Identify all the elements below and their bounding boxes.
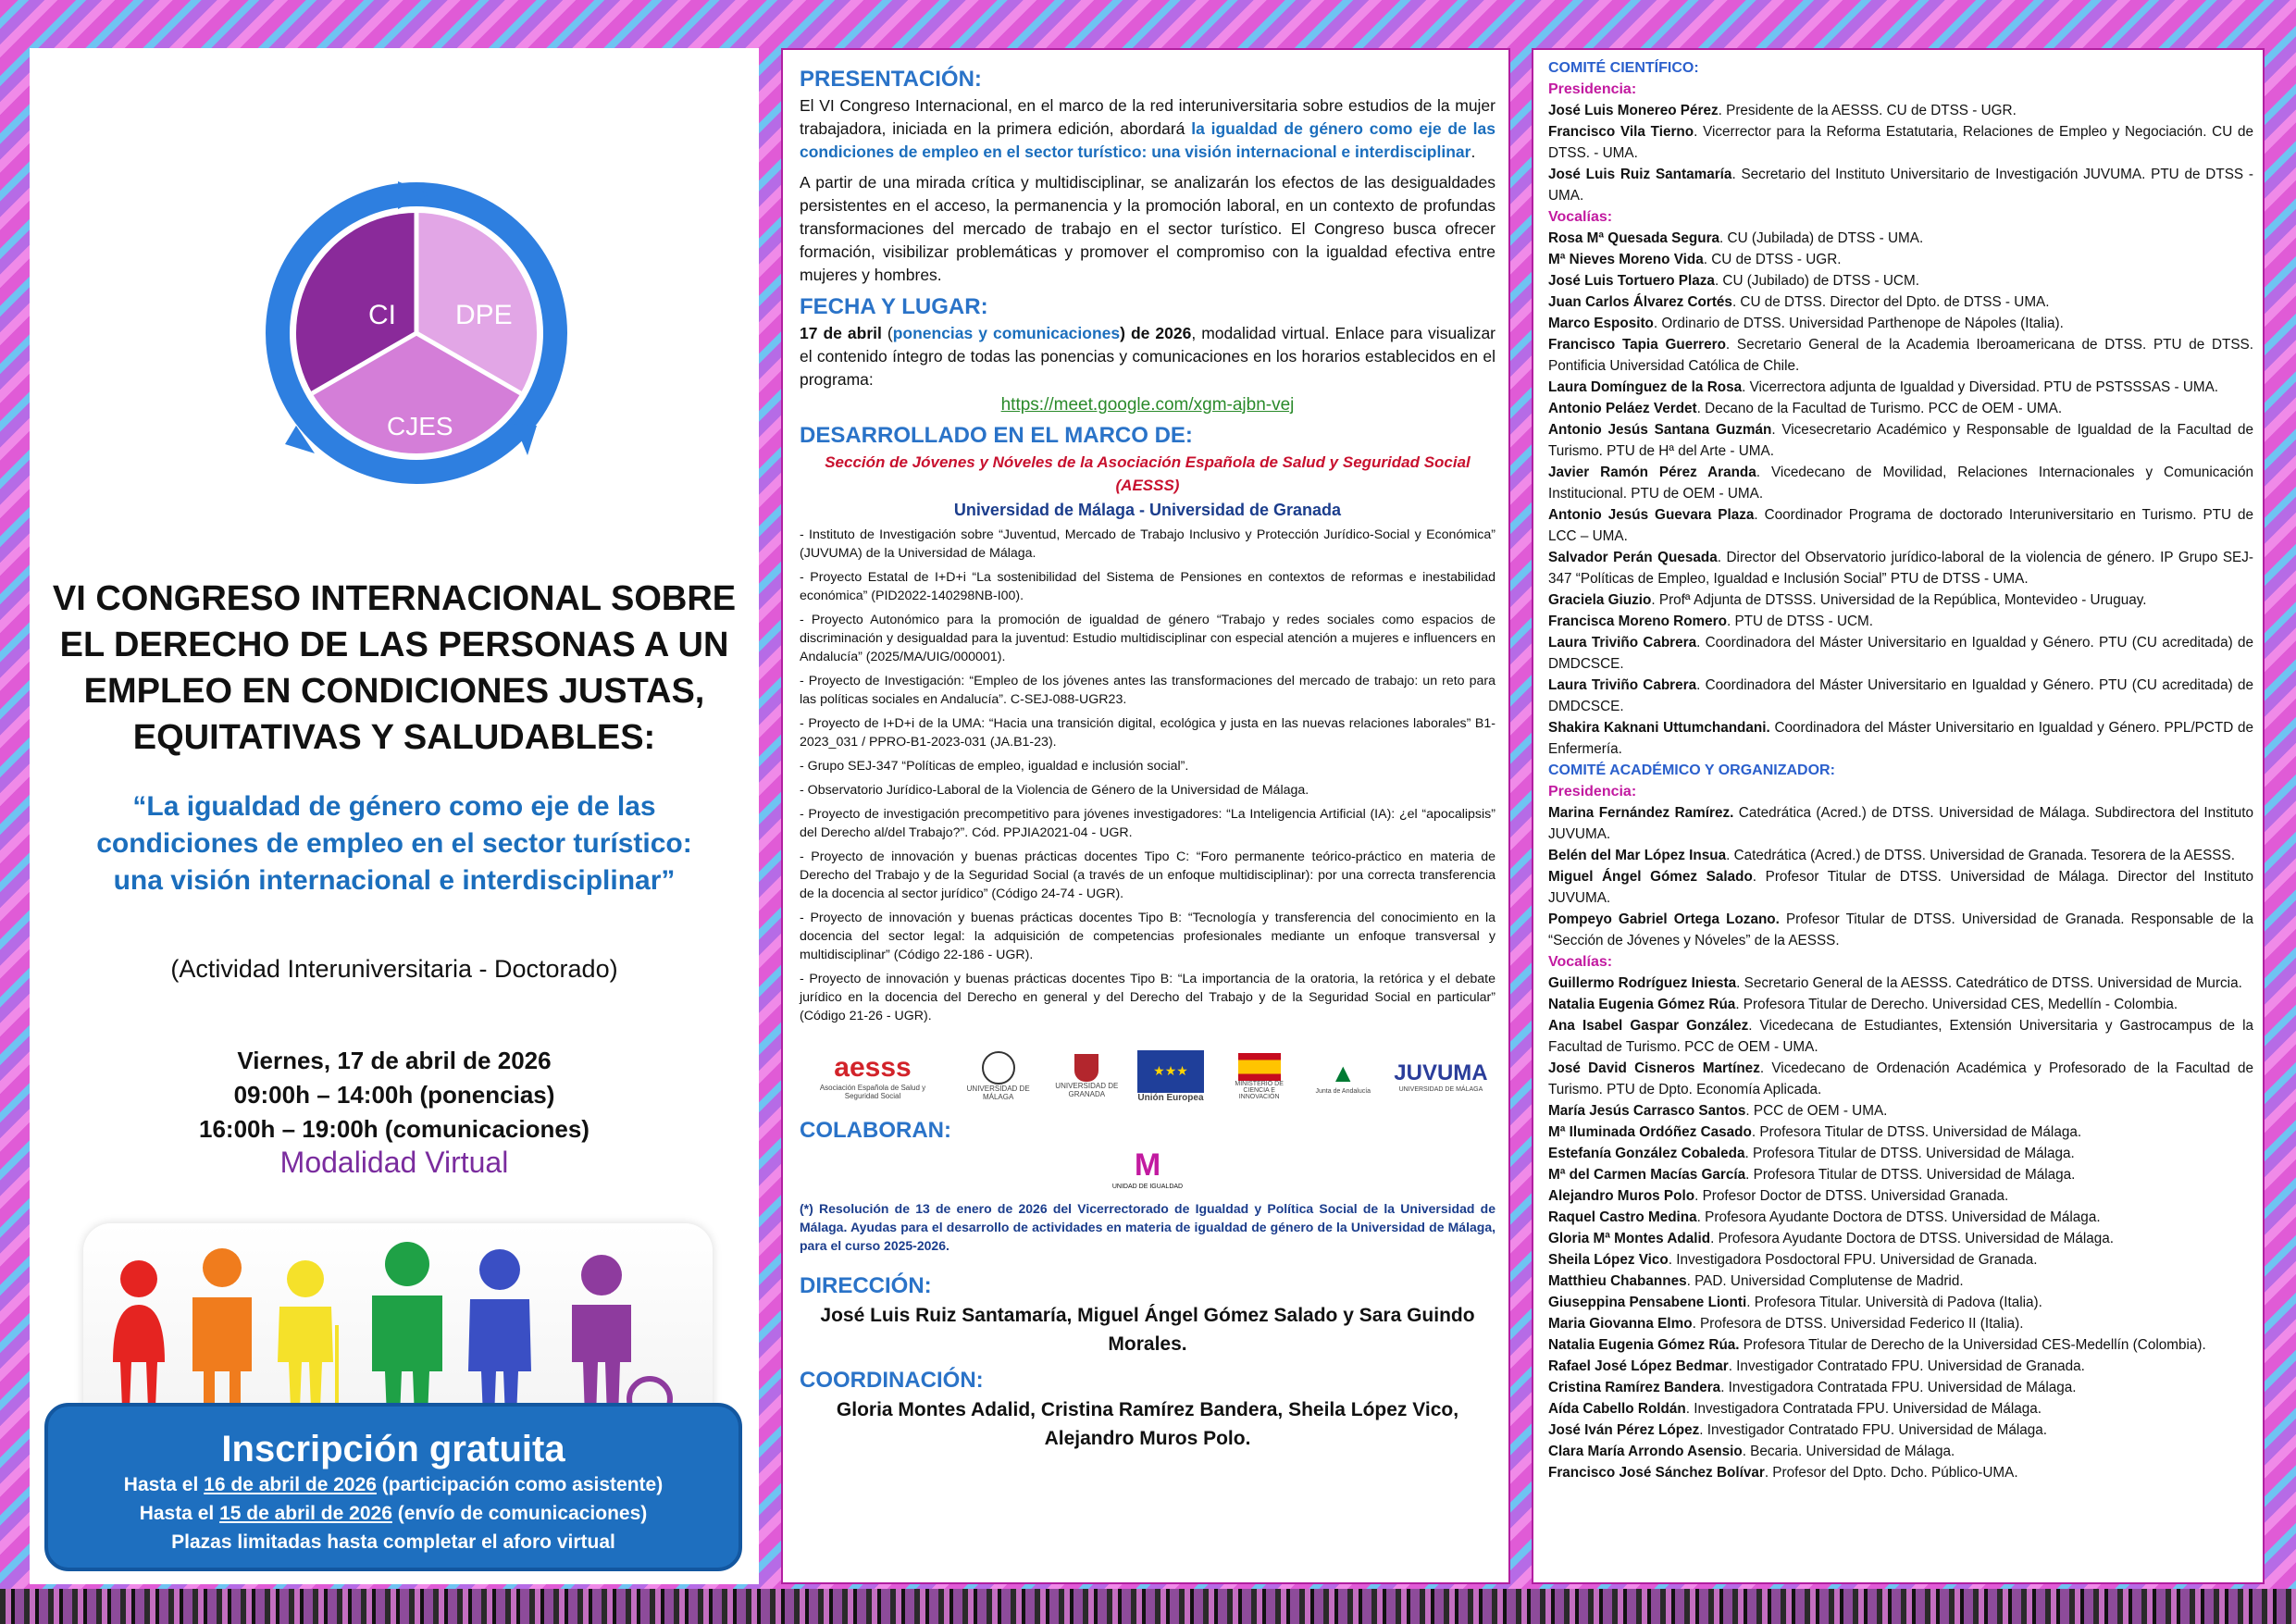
member-entry	[1548, 845, 2253, 866]
aesss-logo: aesss Asociación Española de Salud y Seguridad Social	[819, 1052, 926, 1100]
member-role: . CU de DTSS. Director del Dpto. de DTSS - UMA.	[1731, 294, 2050, 310]
member-name: Juan Carlos Álvarez Cortés	[1548, 294, 1732, 310]
member-name: Javier Ramón Pérez Aranda	[1548, 465, 1756, 480]
project-item: - Instituto de Investigación sobre “Juventud, Mercado de Trabajo Inclusivo y Protección Jurídico-Social y Económica” (JUVUMA) de la Universidad de Málaga.	[800, 527, 1496, 561]
member-role: . PCC de OEM - UMA.	[1745, 1103, 1888, 1119]
member-entry	[1548, 909, 2253, 951]
member-role: . Investigador Contratado FPU. Universidad de Málaga.	[1699, 1422, 2048, 1438]
member-entry	[1548, 164, 2253, 206]
member-role: . Ordinario de DTSS. Universidad Parthenope de Nápoles (Italia).	[1653, 316, 2064, 331]
subtitle-line: condiciones de empleo en el sector turístico:	[96, 828, 692, 859]
person-icon	[372, 1242, 442, 1418]
member-entry	[1548, 1462, 2253, 1483]
member-role: . Vicedecano de Movilidad, Relaciones Internacionales y Comunicación Institucional. PTU de OEM - UMA.	[1548, 465, 2253, 502]
member-role: . Secretario del Instituto Universitario de Investigación JUVUMA. PTU de DTSS - UMA.	[1548, 167, 2253, 204]
uma-logo: UNIVERSIDAD DE MÁLAGA	[957, 1048, 1040, 1104]
left-panel	[30, 48, 759, 1584]
member-name: José Luis Ruiz Santamaría	[1548, 167, 1732, 182]
heading-academic-committee: COMITÉ ACADÉMICO Y ORGANIZADOR:	[1548, 762, 1835, 778]
member-entry	[1548, 973, 2253, 994]
member-name: Pompeyo Gabriel Ortega Lozano.	[1548, 911, 1780, 927]
member-role: . Becaria. Universidad de Málaga.	[1742, 1444, 1955, 1459]
member-name: Salvador Perán Quesada	[1548, 550, 1718, 565]
member-role: . PAD. Universidad Complutense de Madrid.	[1686, 1273, 1964, 1289]
member-role: . PTU de DTSS - UCM.	[1726, 614, 1874, 629]
member-role: . Coordinadora del Máster Universitario en Igualdad y Género. PTU (CU acreditada) de DMDCSCE.	[1548, 677, 2253, 714]
member-entry	[1548, 270, 2253, 291]
project-item: - Proyecto de Investigación: “Empleo de los jóvenes antes las transformaciones del mercado de trabajo: un reto para las políticas sociales en Andalucía”. C-SEJ-088-UGR23.	[800, 674, 1496, 707]
date-place-text: 17 de abril (ponencias y comunicaciones) de 2026, modalidad virtual. Enlace para visualizar el contenido íntegro de todas las ponencias y comunicaciones en los horarios establecidos en el programa:	[800, 324, 1496, 389]
member-role: Catedrática (Acred.) de DTSS. Universidad de Málaga. Subdirectora del Instituto JUVUMA.	[1548, 805, 2253, 842]
member-entry	[1548, 1313, 2253, 1334]
deadline-date: 15 de abril de 2026	[219, 1503, 392, 1524]
heading-fecha: FECHA Y LUGAR:	[800, 294, 988, 319]
member-entry	[1548, 504, 2253, 547]
directors: José Luis Ruiz Santamaría, Miguel Ángel Gómez Salado y Sara Guindo Morales.	[820, 1305, 1475, 1355]
universities: Universidad de Málaga - Universidad de Granada	[953, 501, 1342, 519]
project-item: - Proyecto de I+D+i de la UMA: “Hacia una transición digital, ecológica y justa en las nuevas relaciones laborales” B1-2023_031 / PPRO-B1-2023-031 (JA.B1-23).	[800, 716, 1496, 750]
member-entry	[1548, 547, 2253, 589]
cycle-diagram	[259, 176, 574, 490]
member-role: . Coordinadora del Máster Universitario en Igualdad y Género. PTU (CU acreditada) de DMDCSCE.	[1548, 635, 2253, 672]
member-name: Estefanía González Cobaleda	[1548, 1146, 1745, 1161]
member-entry	[1548, 398, 2253, 419]
member-entry	[1548, 121, 2253, 164]
member-name: Maria Giovanna Elmo	[1548, 1316, 1693, 1332]
meet-link[interactable]: https://meet.google.com/xgm-ajbn-vej	[1000, 395, 1295, 415]
person-icon	[468, 1249, 531, 1418]
event-date: Viernes, 17 de abril de 2026	[237, 1047, 552, 1074]
member-entry	[1548, 1398, 2253, 1419]
person-icon	[113, 1260, 165, 1408]
registration-box	[44, 1403, 742, 1571]
scientific-members-list	[1548, 228, 2253, 760]
member-name: Miguel Ángel Gómez Salado	[1548, 869, 1753, 885]
project-item: - Proyecto Estatal de I+D+i “La sostenibilidad del Sistema de Pensiones en contextos de reformas e inestabilidad económica” (PID2022-140298NB-I00).	[800, 570, 1496, 603]
member-role: . Profesora Titular de DTSS. Universidad de Málaga.	[1751, 1124, 2082, 1140]
member-name: Natalia Eugenia Gómez Rúa	[1548, 997, 1736, 1012]
project-list	[800, 526, 1496, 1025]
member-name: Rosa Mª Quesada Segura	[1548, 230, 1720, 246]
middle-panel	[781, 48, 1510, 1584]
project-item: - Proyecto de investigación precompetitivo para jóvenes investigadores: “La Inteligencia Artificial (IA): ¿el “apocalipsis” del Derecho al/del Trabajo?”. Cód. PPJIA2021-04 - UGR.	[800, 807, 1496, 840]
member-role: . CU (Jubilada) de DTSS - UMA.	[1719, 230, 1924, 246]
subheading-presidency: Presidencia:	[1548, 784, 1637, 800]
project-item: - Proyecto Autonómico para la promoción de igualdad de género “Trabajo y redes sociales como espacios de discriminación y desigualdad para la juventud: Estudio multidisciplinar con especial atención a mujeres e influencers en Andalucía” (2025/MA/UIG/000001).	[800, 613, 1496, 664]
member-entry	[1548, 1122, 2253, 1143]
member-role: . CU de DTSS - UGR.	[1703, 252, 1842, 267]
member-role: . Director del Observatorio jurídico-laboral de la violencia de género. IP Grupo SEJ-347 “Políticas de Empleo, Igualdad e Inclusión Social” PTU de DTSS - UMA.	[1548, 550, 2253, 587]
member-role: . Secretario General de la AESSS. Catedrático de DTSS. Universidad de Murcia.	[1736, 975, 2242, 991]
ministry-logo: MINISTERIO DE CIENCIA E INNOVACIÓN	[1222, 1048, 1297, 1104]
eu-logo: ★★★ Unión Europea	[1134, 1048, 1208, 1104]
member-entry	[1548, 1015, 2253, 1058]
member-name: Laura Triviño Cabrera	[1548, 677, 1697, 693]
member-entry	[1548, 462, 2253, 504]
member-name: María Jesús Carrasco Santos	[1548, 1103, 1746, 1119]
member-role: . Profesora Titular de DTSS. Universidad de Málaga.	[1745, 1167, 2076, 1183]
member-entry	[1548, 589, 2253, 611]
capacity-note: Plazas limitadas hasta completar el aforo virtual	[171, 1531, 615, 1553]
member-name: Antonio Peláez Verdet	[1548, 401, 1697, 416]
member-name: Mª Iluminada Ordóñez Casado	[1548, 1124, 1752, 1140]
member-role: Coordinadora del Máster Universitario en Igualdad y Género. PPL/PCTD de Enfermería.	[1548, 720, 2253, 757]
cycle-label-cjes: CJES	[387, 412, 453, 440]
member-role: . Investigadora Contratada FPU. Universidad de Málaga.	[1720, 1380, 2077, 1395]
member-entry	[1548, 1058, 2253, 1100]
modality: Modalidad Virtual	[279, 1146, 509, 1179]
member-role: . Profesora Titular. Università di Padova (Italia).	[1746, 1295, 2042, 1310]
member-entry	[1548, 1292, 2253, 1313]
project-item: - Grupo SEJ-347 “Políticas de empleo, igualdad e inclusión social”.	[800, 759, 1189, 774]
member-name: José Iván Pérez López	[1548, 1422, 1700, 1438]
heading-coordinacion: COORDINACIÓN:	[800, 1368, 984, 1393]
equality-unit-logo: M UNIDAD DE IGUALDAD	[1111, 1147, 1184, 1190]
deadline-date: 16 de abril de 2026	[204, 1474, 377, 1495]
member-entry	[1548, 632, 2253, 675]
member-role: . Investigadora Contratada FPU. Universidad de Málaga.	[1685, 1401, 2042, 1417]
junta-logo: ▲ Junta de Andalucía	[1315, 1058, 1371, 1095]
member-entry	[1548, 1441, 2253, 1462]
member-entry	[1548, 377, 2253, 398]
member-role: . Coordinador Programa de doctorado Interuniversitario en Turismo. PTU de LCC – UMA.	[1548, 507, 2254, 544]
member-name: Antonio Jesús Santana Guzmán	[1548, 422, 1772, 438]
schedule	[30, 1044, 759, 1147]
member-entry	[1548, 1271, 2253, 1292]
person-icon	[278, 1260, 339, 1408]
member-role: . Profesora Ayudante Doctora de DTSS. Universidad de Málaga.	[1710, 1231, 2114, 1246]
right-panel	[1532, 48, 2265, 1584]
member-entry	[1548, 313, 2253, 334]
presentation-text-2: A partir de una mirada crítica y multidisciplinar, se analizarán los efectos de las desigualdades persistentes en el acceso, la permanencia y la promoción laboral, en un contexto de profundas transformaciones del mercado de trabajo en el sector turístico. El Congreso busca ofrecer formación, visibilizar problemáticas y promover el compromiso con la igualdad efectiva entre mujeres y hombres.	[800, 173, 1496, 284]
title-line: VI CONGRESO INTERNACIONAL SOBRE	[52, 579, 737, 618]
member-role: . Vicerrectora adjunta de Igualdad y Diversidad. PTU de PSTSSSAS - UMA.	[1742, 379, 2219, 395]
member-entry	[1548, 866, 2253, 909]
member-entry	[1548, 1185, 2253, 1207]
sponsor-logos	[803, 1044, 1492, 1109]
heading-direccion: DIRECCIÓN:	[800, 1273, 932, 1298]
cycle-label-ci: CI	[368, 300, 396, 330]
project-item: - Proyecto de innovación y buenas prácticas docentes Tipo B: “Tecnología y transferencia del conocimiento en la docencia del sector legal: la adquisición de competencias profesionales mediante un enfoque transversal y multidisciplinar” (Código 22-186 - UGR).	[800, 911, 1496, 962]
member-role: . Vicesecretario Académico y Responsable de Igualdad de la Facultad de Turismo. PTU de Hª del Arte - UMA.	[1548, 422, 2253, 459]
member-entry	[1548, 1334, 2253, 1356]
member-entry	[1548, 1419, 2253, 1441]
project-item: - Observatorio Jurídico-Laboral de la Violencia de Género de la Universidad de Málaga.	[800, 783, 1309, 798]
member-name: Gloria Mª Montes Adalid	[1548, 1231, 1711, 1246]
member-role: . Profª Adjunta de DTSSS. Universidad de la República, Montevideo - Uruguay.	[1651, 592, 2147, 608]
aesss-section: Sección de Jóvenes y Nóveles de la Asociación Española de Salud y Seguridad Social (AESSS)	[825, 453, 1471, 494]
member-role: . Vicedecano de Ordenación Académica y Profesorado de la Facultad de Turismo. PTU de Dpto. Economía Aplicada.	[1548, 1060, 2253, 1097]
member-name: Ana Isabel Gaspar González	[1548, 1018, 1749, 1034]
member-role: . Investigador Contratado FPU. Universidad de Granada.	[1728, 1358, 2085, 1374]
subtitle-line: una visión internacional e interdisciplinar”	[113, 865, 676, 896]
member-name: Clara María Arrondo Asensio	[1548, 1444, 1743, 1459]
registration-title: Inscripción gratuita	[221, 1429, 565, 1469]
member-role: . Profesora Titular de Derecho. Universidad CES, Medellín - Colombia.	[1735, 997, 2178, 1012]
member-entry	[1548, 291, 2253, 313]
subtitle-line: “La igualdad de género como eje de las	[132, 791, 656, 822]
member-name: Graciela Giuzio	[1548, 592, 1652, 608]
member-entry	[1548, 1228, 2253, 1249]
heading-presentacion: PRESENTACIÓN:	[800, 67, 982, 92]
project-item: - Proyecto de innovación y buenas prácticas docentes Tipo B: “La importancia de la oratoria, la retórica y el debate jurídico en la docencia del Derecho en general y del Derecho del Trabajo y de la Seguridad Social en particular” (Código 21-26 - UGR).	[800, 972, 1496, 1023]
time-comunicaciones: 16:00h – 19:00h (comunicaciones)	[199, 1115, 590, 1143]
member-role: . Catedrática (Acred.) de DTSS. Universidad de Granada. Tesorera de la AESSS.	[1726, 848, 2235, 863]
member-entry	[1548, 675, 2253, 717]
member-entry	[1548, 249, 2253, 270]
member-name: Belén del Mar López Insua	[1548, 848, 1727, 863]
heading-colaboran: COLABORAN:	[800, 1118, 951, 1143]
member-role: . Profesora Ayudante Doctora de DTSS. Universidad de Málaga.	[1696, 1209, 2101, 1225]
cycle-label-dpe: DPE	[455, 300, 513, 330]
member-name: Francisco Tapia Guerrero	[1548, 337, 1726, 353]
member-name: Sheila López Vico	[1548, 1252, 1669, 1268]
decorative-strip	[0, 1589, 2296, 1624]
deadline-attendee: Hasta el 16 de abril de 2026 (participación como asistente)	[123, 1474, 664, 1495]
heading-scientific-committee: COMITÉ CIENTÍFICO:	[1548, 60, 1699, 76]
member-entry	[1548, 717, 2253, 760]
member-name: Rafael José López Bedmar	[1548, 1358, 1729, 1374]
member-entry	[1548, 334, 2253, 377]
member-name: Cristina Ramírez Bandera	[1548, 1380, 1721, 1395]
subheading-presidency: Presidencia:	[1548, 81, 1637, 97]
member-name: Guillermo Rodríguez Iniesta	[1548, 975, 1737, 991]
member-role: . Profesor del Dpto. Dcho. Público-UMA.	[1764, 1465, 2018, 1481]
member-entry	[1548, 1207, 2253, 1228]
deadline-communications: Hasta el 15 de abril de 2026 (envío de comunicaciones)	[139, 1503, 648, 1524]
member-name: Alejandro Muros Polo	[1548, 1188, 1695, 1204]
member-name: Antonio Jesús Guevara Plaza	[1548, 507, 1755, 523]
congress-subtitle	[30, 788, 759, 899]
title-line: EMPLEO EN CONDICIONES JUSTAS,	[83, 672, 705, 711]
title-line: EQUITATIVAS Y SALUDABLES:	[132, 718, 656, 757]
funding-note: (*) Resolución de 13 de enero de 2026 del Vicerrectorado de Igualdad y Política Social de la Universidad de Málaga. Ayudas para el desarrollo de actividades en materia de igualdad de género de la Universidad de Málaga, para el curso 2025-2026.	[800, 1201, 1496, 1253]
member-role: . Profesora Titular de DTSS. Universidad de Málaga.	[1744, 1146, 2075, 1161]
member-entry	[1548, 228, 2253, 249]
academic-presidency-list	[1548, 802, 2253, 951]
title-line: EL DERECHO DE LAS PERSONAS A UN	[59, 626, 729, 664]
member-name: Mª Nieves Moreno Vida	[1548, 252, 1704, 267]
member-name: Francisco José Sánchez Bolívar	[1548, 1465, 1765, 1481]
project-item: - Proyecto de innovación y buenas prácticas docentes Tipo C: “Foro permanente teórico-práctico en materia de Derecho del Trabajo y de la Seguridad Social (a través de un enfoque multidisciplinar): por una correcta transferencia de la docencia al sector jurídico” (Código 24-74 - UGR).	[800, 849, 1496, 901]
member-entry	[1548, 1100, 2253, 1122]
member-entry	[1548, 802, 2253, 845]
member-entry	[1548, 1249, 2253, 1271]
member-role: . Profesor Doctor de DTSS. Universidad Granada.	[1694, 1188, 2009, 1204]
member-role: . Profesor Titular de DTSS. Universidad de Málaga. Director del Instituto JUVUMA.	[1548, 869, 2253, 906]
member-name: Laura Triviño Cabrera	[1548, 635, 1697, 651]
member-name: Aída Cabello Roldán	[1548, 1401, 1686, 1417]
member-role: Profesora Titular de Derecho de la Universidad CES-Medellín (Colombia).	[1739, 1337, 2206, 1353]
subheading-members: Vocalías:	[1548, 954, 1613, 970]
member-name: Raquel Castro Medina	[1548, 1209, 1697, 1225]
member-name: José Luis Monereo Pérez	[1548, 103, 1719, 118]
member-name: Francisca Moreno Romero	[1548, 614, 1727, 629]
member-name: Shakira Kaknani Uttumchandani.	[1548, 720, 1770, 736]
member-name: Francisco Vila Tierno	[1548, 124, 1694, 140]
member-role: . Decano de la Facultad de Turismo. PCC de OEM - UMA.	[1696, 401, 2063, 416]
member-entry	[1548, 1143, 2253, 1164]
member-entry	[1548, 419, 2253, 462]
member-name: Marco Esposito	[1548, 316, 1654, 331]
person-icon	[572, 1255, 670, 1419]
scientific-presidency-list	[1548, 100, 2253, 206]
member-entry	[1548, 100, 2253, 121]
presentation-text: El VI Congreso Internacional, en el marco de la red interuniversitaria sobre estudios de la mujer trabajadora, iniciada en la primera edición, abordará la igualdad de género como eje de las condiciones de empleo en el sector turístico: una visión internacional e interdisciplinar.	[800, 96, 1496, 161]
member-role: . Vicedecana de Estudiantes, Extensión Universitaria y Gastrocampus de la Facultad de Turismo. PCC de OEM - UMA.	[1548, 1018, 2253, 1055]
member-name: Natalia Eugenia Gómez Rúa.	[1548, 1337, 1740, 1353]
member-role: . Profesora de DTSS. Universidad Federico II (Italia).	[1692, 1316, 2024, 1332]
coordinators: Gloria Montes Adalid, Cristina Ramírez Bandera, Sheila López Vico, Alejandro Muros Polo.	[836, 1399, 1459, 1449]
member-name: Giuseppina Pensabene Lionti	[1548, 1295, 1747, 1310]
member-role: . Investigadora Posdoctoral FPU. Universidad de Granada.	[1668, 1252, 2038, 1268]
juvuma-logo: JUVUMA UNIVERSIDAD DE MÁLAGA	[1394, 1060, 1488, 1093]
activity-type: (Actividad Interuniversitaria - Doctorado)	[170, 955, 618, 983]
member-role: . CU (Jubilado) de DTSS - UCM.	[1714, 273, 1919, 289]
time-ponencias: 09:00h – 14:00h (ponencias)	[233, 1081, 555, 1109]
member-role: . Vicerrector para la Reforma Estatutaria, Relaciones de Empleo y Negociación. CU de DTSS. - UMA.	[1548, 124, 2253, 161]
subheading-members: Vocalías:	[1548, 209, 1613, 225]
member-entry	[1548, 1356, 2253, 1377]
member-name: Laura Domínguez de la Rosa	[1548, 379, 1743, 395]
member-name: José David Cisneros Martínez	[1548, 1060, 1760, 1076]
person-icon	[192, 1248, 252, 1408]
member-entry	[1548, 1377, 2253, 1398]
member-entry	[1548, 994, 2253, 1015]
ugr-logo: UNIVERSIDAD DE GRANADA	[1054, 1048, 1119, 1104]
heading-marco: DESARROLLADO EN EL MARCO DE:	[800, 423, 1193, 448]
member-name: Mª del Carmen Macías García	[1548, 1167, 1746, 1183]
member-entry	[1548, 1164, 2253, 1185]
member-role: . Presidente de la AESSS. CU de DTSS - UGR.	[1718, 103, 2017, 118]
member-role: . Secretario General de la Academia Iberoamericana de DTSS. PTU de DTSS. Pontificia Universidad Católica de Chile.	[1548, 337, 2253, 374]
member-name: José Luis Tortuero Plaza	[1548, 273, 1715, 289]
member-name: Marina Fernández Ramírez.	[1548, 805, 1734, 821]
member-role: Profesor Titular de DTSS. Universidad de Granada. Responsable de la “Sección de Jóvenes y Nóveles” de la AESSS.	[1548, 911, 2253, 948]
member-entry	[1548, 611, 2253, 632]
member-name: Matthieu Chabannes	[1548, 1273, 1687, 1289]
congress-title	[30, 576, 759, 761]
academic-members-list	[1548, 973, 2253, 1483]
